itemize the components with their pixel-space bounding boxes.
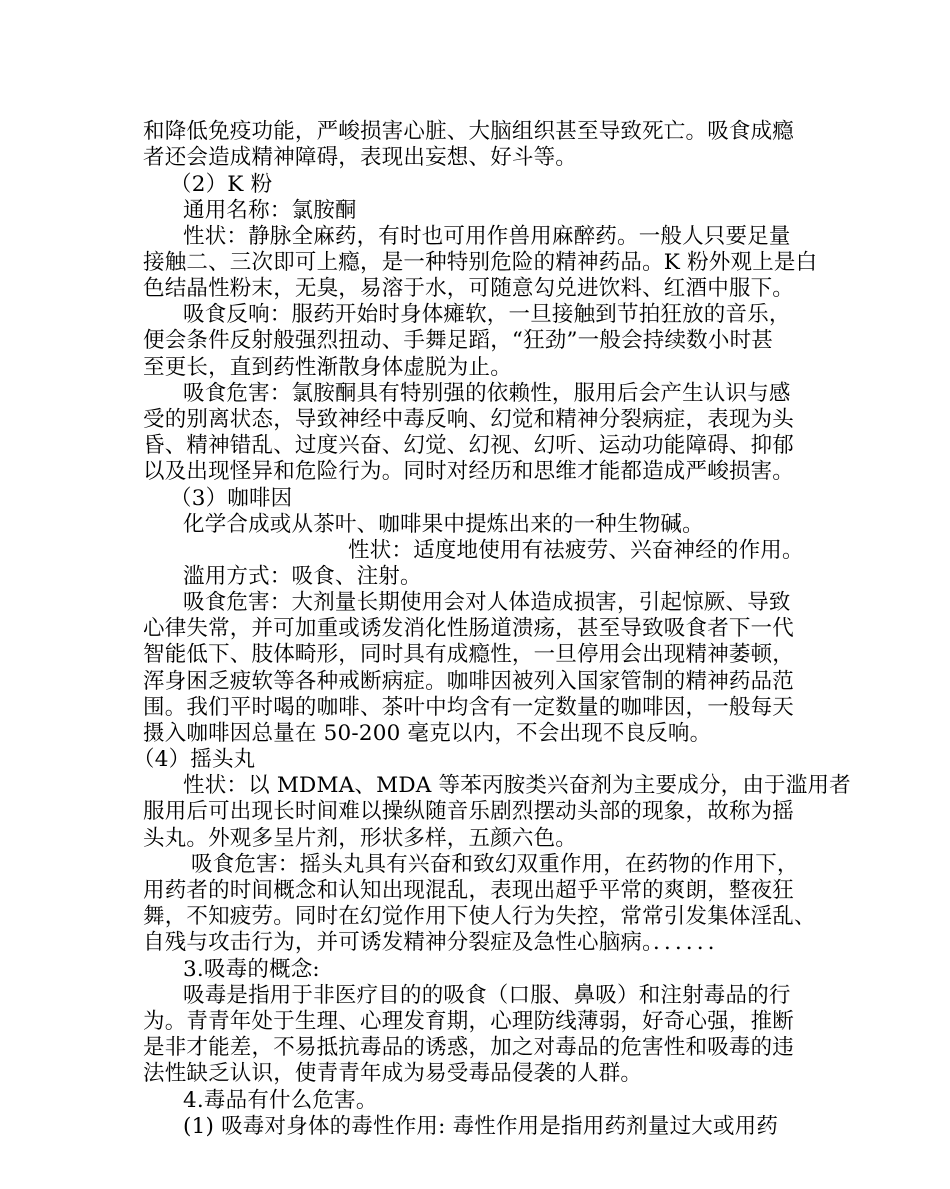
text-line: 吸食反响：服药开始时身体瘫软，一旦接触到节拍狂放的音乐， bbox=[183, 302, 791, 327]
text-line: 自残与攻击行为，并可诱发精神分裂症及急性心脑病。．．．．．． bbox=[143, 930, 730, 955]
text-line: 便会条件反射般强烈扭动、手舞足蹈，“狂劲”一般会持续数小时甚 bbox=[143, 328, 773, 353]
section-heading: 3.吸毒的概念: bbox=[183, 957, 320, 982]
text-line: 舞，不知疲劳。同时在幻觉作用下使人行为失控，常常引发集体淫乱、 bbox=[143, 904, 816, 929]
text-line: 浑身困乏疲软等各种戒断病症。咖啡因被列入国家管制的精神药品范 bbox=[143, 669, 795, 694]
text-line: 吸食危害：大剂量长期使用会对人体造成损害，引起惊厥、导致 bbox=[183, 590, 791, 615]
section-heading: （3）咖啡因 bbox=[170, 486, 293, 511]
text-line: 心律失常，并可加重或诱发消化性肠道溃疡，甚至导致吸食者下一代 bbox=[143, 616, 795, 641]
section-heading: （4）摇头丸 bbox=[133, 747, 256, 772]
text-line: 用药者的时间概念和认知出现混乱，表现出超乎平常的爽朗，整夜狂 bbox=[143, 878, 795, 903]
text-line: 摄入咖啡因总量在 50-200 毫克以内，不会出现不良反响。 bbox=[143, 721, 712, 746]
text-line: 服用后可出现长时间难以操纵随音乐剧烈摆动头部的现象，故称为摇 bbox=[143, 799, 795, 824]
text-line: 性状：以 MDMA、MDA 等苯丙胺类兴奋剂为主要成分，由于滥用者 bbox=[183, 773, 851, 798]
section-heading: （2）K 粉 bbox=[170, 172, 273, 197]
text-line: 是非才能差，不易抵抗毒品的诱惑，加之对毒品的危害性和吸毒的违 bbox=[143, 1035, 795, 1060]
text-line: 滥用方式：吸食、注射。 bbox=[183, 564, 422, 589]
text-line: 者还会造成精神障碍，表现出妄想、好斗等。 bbox=[143, 145, 578, 170]
text-line: 围。我们平时喝的咖啡、茶叶中均含有一定数量的咖啡因，一般每天 bbox=[143, 695, 795, 720]
text-line: 为。青青年处于生理、心理发育期，心理防线薄弱，好奇心强，推断 bbox=[143, 1009, 795, 1034]
text-line: 通用名称：氯胺酮 bbox=[183, 198, 357, 223]
text-line: 性状：静脉全麻药，有时也可用作兽用麻醉药。一般人只要足量 bbox=[183, 224, 791, 249]
text-line: 接触二、三次即可上瘾，是一种特别危险的精神药品。K 粉外观上是白 bbox=[143, 250, 818, 275]
text-line: 至更长，直到药性渐散身体虚脱为止。 bbox=[143, 355, 512, 380]
text-line: (1) 吸毒对身体的毒性作用: 毒性作用是指用药剂量过大或用药 bbox=[183, 1114, 779, 1139]
text-line: 和降低免疫功能，严峻损害心脏、大脑组织甚至导致死亡。吸食成瘾 bbox=[143, 119, 795, 144]
text-line: 智能低下、肢体畸形，同时具有成瘾性，一旦停用会出现精神萎顿， bbox=[143, 642, 795, 667]
text-line: 吸毒是指用于非医疗目的的吸食（口服、鼻吸）和注射毒品的行 bbox=[183, 983, 791, 1008]
text-line: 法性缺乏认识，使青青年成为易受毒品侵袭的人群。 bbox=[143, 1061, 643, 1086]
text-line: 以及出现怪异和危险行为。同时对经历和思维才能都造成严峻损害。 bbox=[143, 459, 795, 484]
text-line: 色结晶性粉末，无臭，易溶于水，可随意勾兑进饮料、红酒中服下。 bbox=[143, 276, 795, 301]
text-line: 头丸。外观多呈片剂，形状多样，五颜六色。 bbox=[143, 826, 578, 851]
text-line: 受的别离状态，导致神经中毒反响、幻觉和精神分裂病症，表现为头 bbox=[143, 407, 795, 432]
text-line: 吸食危害：摇头丸具有兴奋和致幻双重作用，在药物的作用下， bbox=[191, 852, 799, 877]
text-line: 化学合成或从茶叶、咖啡果中提炼出来的一种生物碱。 bbox=[183, 512, 704, 537]
text-line: 性状：适度地使用有祛疲劳、兴奋神经的作用。 bbox=[348, 538, 804, 563]
text-line: 吸食危害：氯胺酮具有特别强的依赖性，服用后会产生认识与感 bbox=[183, 381, 791, 406]
section-heading: 4.毒品有什么危害。 bbox=[183, 1088, 378, 1113]
text-line: 昏、精神错乱、过度兴奋、幻觉、幻视、幻听、运动功能障碍、抑郁 bbox=[143, 433, 795, 458]
